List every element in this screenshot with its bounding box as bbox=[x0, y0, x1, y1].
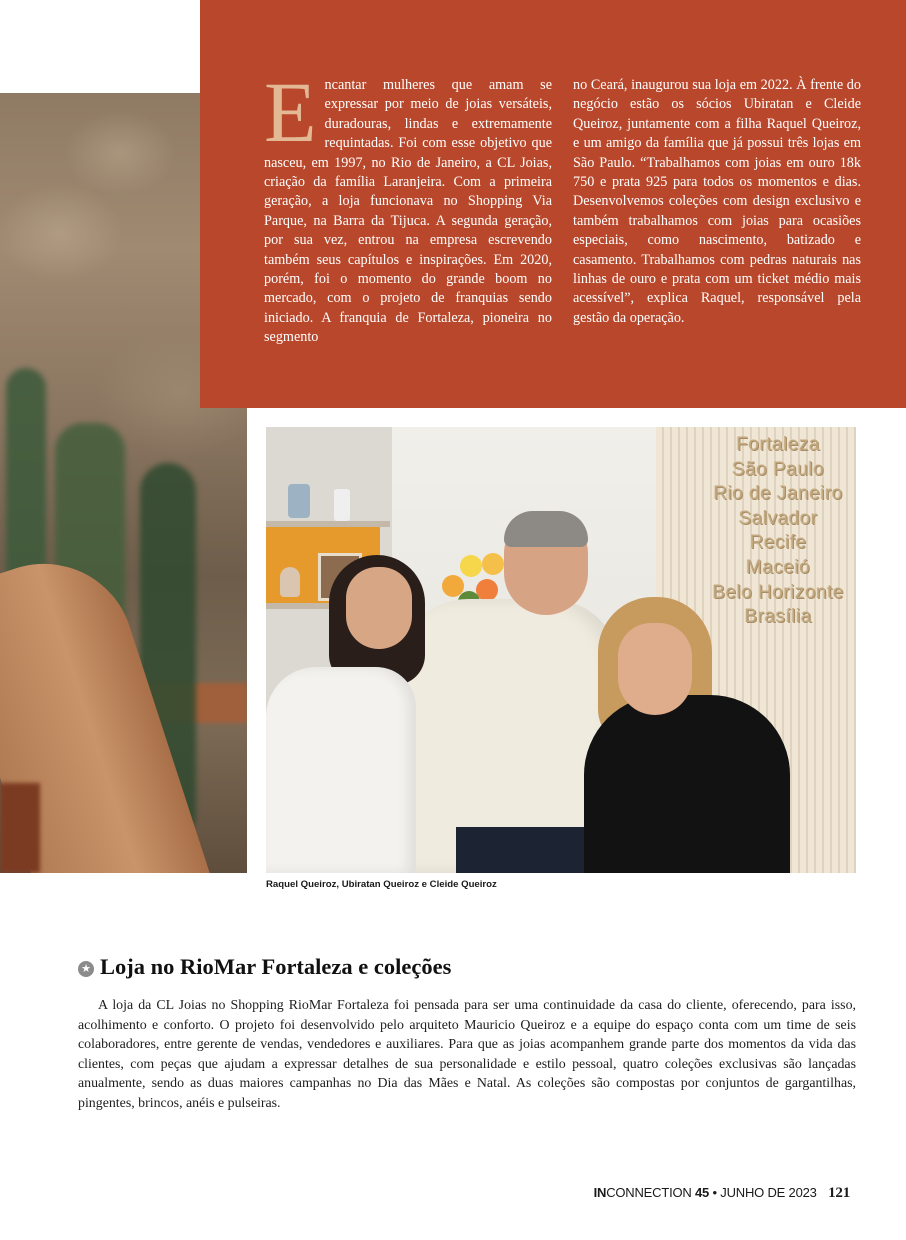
drop-cap: E bbox=[264, 64, 317, 160]
page-number: 121 bbox=[828, 1185, 850, 1201]
wall-city: Fortaleza bbox=[736, 434, 820, 455]
person-raquel-face bbox=[346, 567, 412, 649]
wall-city: Rio de Janeiro bbox=[713, 483, 843, 505]
person-cleide-face bbox=[618, 623, 692, 715]
footer-brand-in: IN bbox=[593, 1185, 607, 1200]
photo-caption: Raquel Queiroz, Ubiratan Queiroz e Cleide Queiroz bbox=[266, 879, 497, 890]
intro-column-1 bbox=[264, 64, 552, 348]
footer-date: JUNHO DE 2023 bbox=[720, 1185, 817, 1200]
person-ubiratan-pants bbox=[456, 827, 586, 873]
person-ubiratan-hair bbox=[504, 511, 588, 547]
wall-city: Belo Horizonte bbox=[712, 581, 844, 603]
store-photo bbox=[266, 427, 856, 873]
wall-city: Brasília bbox=[744, 606, 812, 628]
intro-column-2: no Ceará, inaugurou sua loja em 2022. À frente do negócio estão os sócios Ubiratan e Cleide Queiroz, juntamente com a filha Raquel Queiroz, e um amigo da família que já possui três lojas em São Paulo. “Trabalhamos com joias em ouro 18k 750 e prata 925 para todos os momentos e dias. Desenvolvemos coleções com design exclusivo e também trabalhamos com joias para ocasiões especiais, como nascimento, batizado e casamento. Trabalhamos com pedras naturais nas linhas de ouro e prata com um ticket médio mais acessível”, explica Raquel, responsável pela gestão da operação. bbox=[573, 77, 861, 326]
section-title-text: Loja no RioMar Fortaleza e coleções bbox=[100, 954, 452, 979]
page-footer bbox=[594, 1185, 850, 1202]
vase-decor bbox=[334, 489, 350, 521]
person-raquel bbox=[266, 667, 416, 873]
wall-city: Salvador bbox=[738, 507, 818, 529]
wall-city: Maceió bbox=[745, 556, 811, 578]
wall-city: São Paulo bbox=[731, 458, 825, 480]
wall-city-list bbox=[658, 433, 856, 630]
footer-issue: 45 bbox=[695, 1185, 710, 1200]
vase-decor bbox=[288, 484, 310, 518]
person-cleide bbox=[584, 695, 790, 873]
shelf-board bbox=[266, 521, 390, 527]
intro-text-1: ncantar mulheres que amam se expressar por meio de joias versáteis, duradouras, lindas e extremamente requintadas. Foi com esse objetivo que nasceu, em 1997, no Rio de Janeiro, a CL Joias, criação da família Laranjeira. Com a primeira geração, a loja funcionava no Shopping Via Parque, na Barra da Tijuca. A segunda geração, por sua vez, entrou na empresa escrevendo também seus capítulos e inspirações. Em 2020, porém, foi o momento do grande boom no mercado, com o projeto de franquias sendo iniciado. A franquia de Fortaleza, pioneira no segmento bbox=[264, 77, 552, 346]
footer-separator: • bbox=[712, 1185, 717, 1200]
section-body: A loja da CL Joias no Shopping RioMar Fortaleza foi pensada para ser uma continuidade da casa do cliente, oferecendo, para isso, acolhimento e conforto. O projeto foi desenvolvido pelo arquiteto Mauricio Queiroz e a equipe do espaço conta com um time de seis colaboradores, entre gerente de vendas, vendedores e auxiliares. Para que as joias acompanhem grande parte dos momentos da vida das clientes, com peças que ajudam a expressar detalhes de sua personalidade e estilo pessoal, quatro coleções exclusivas são lançadas anualmente, sendo as duas maiores campanhas no Dia das Mães e Natal. As coleções são compostas por conjuntos de gargantilhas, pingentes, brincos, anéis e pulseiras. bbox=[78, 998, 856, 1111]
wall-city: Recife bbox=[749, 532, 807, 554]
vase-decor bbox=[280, 567, 300, 597]
garment-edge bbox=[0, 783, 40, 873]
star-badge-icon: ★ bbox=[78, 961, 94, 977]
section-heading bbox=[78, 954, 838, 980]
footer-brand-rest: CONNECTION bbox=[606, 1185, 692, 1200]
